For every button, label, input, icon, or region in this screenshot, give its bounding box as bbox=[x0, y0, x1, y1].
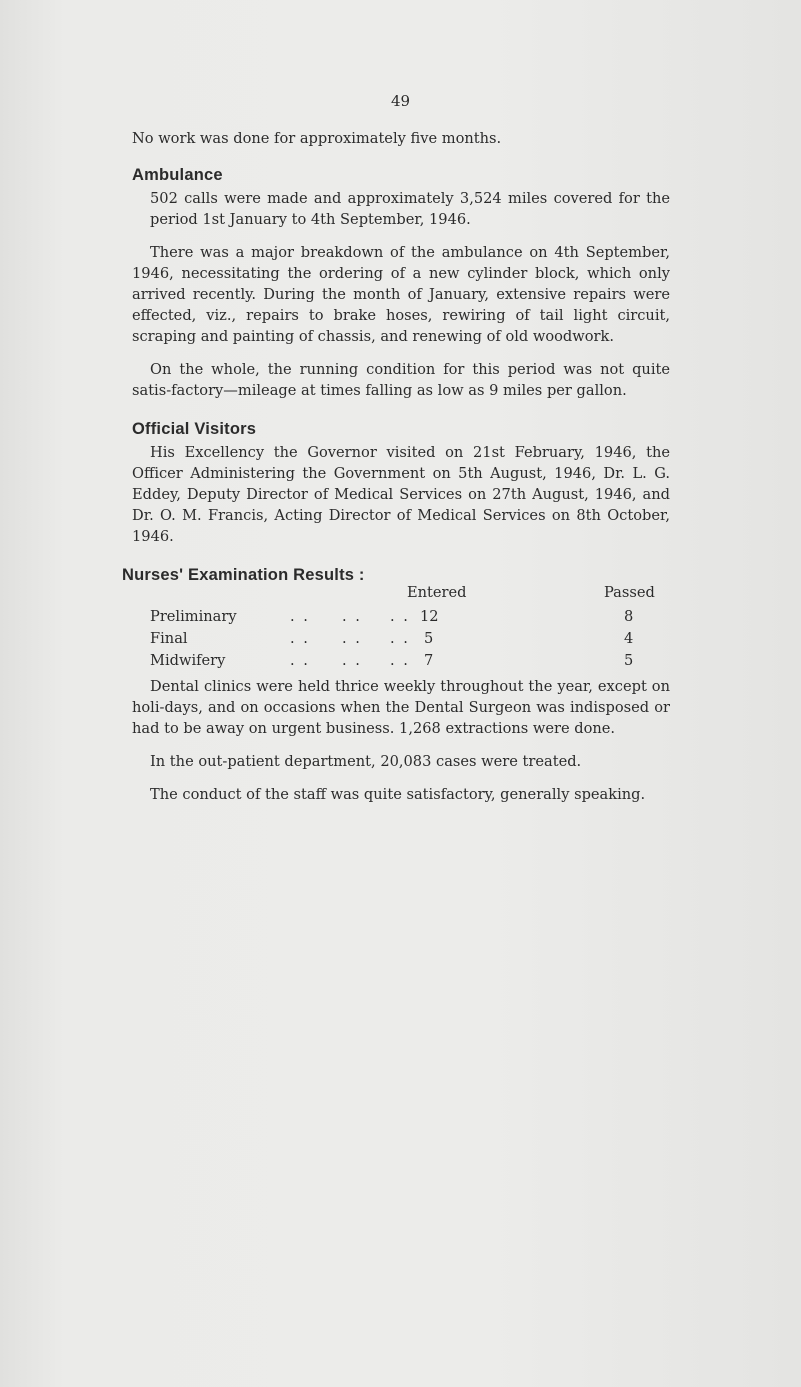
dot-leader: . . bbox=[290, 608, 310, 625]
official-visitors-heading: Official Visitors bbox=[132, 420, 257, 438]
column-header-passed: Passed bbox=[604, 584, 655, 601]
entered-midwifery: 7 bbox=[424, 652, 434, 669]
ambulance-heading: Ambulance bbox=[132, 166, 223, 184]
dot-leader: . . bbox=[342, 608, 362, 625]
dot-leader: . . bbox=[290, 630, 310, 647]
dot-leader: . . bbox=[390, 608, 410, 625]
page-body bbox=[122, 128, 670, 805]
entered-preliminary: 12 bbox=[420, 608, 439, 625]
ambulance-paragraph-2: There was a major breakdown of the ambulance on 4th September, 1946, necessitating the ordering of a new cylinder block, which only arrived recently. During the month of January, extensive repairs were effected, viz., repairs to brake hoses, rewiring of tail light circuit, scraping and painting of chassis, and renewing of old woodwork. bbox=[132, 244, 670, 345]
passed-midwifery: 5 bbox=[624, 652, 634, 669]
dot-leader: . . bbox=[290, 652, 310, 669]
row-label-preliminary: Preliminary bbox=[150, 608, 237, 625]
ambulance-paragraph-3: On the whole, the running condition for this period was not quite satis-factory—mileage at times falling as low as 9 miles per gallon. bbox=[132, 361, 670, 399]
examination-results-table bbox=[132, 586, 670, 672]
passed-final: 4 bbox=[624, 630, 634, 647]
nurses-examination-heading: Nurses' Examination Results : bbox=[122, 566, 365, 584]
dot-leader: . . bbox=[342, 652, 362, 669]
staff-conduct-paragraph: The conduct of the staff was quite satisfactory, generally speaking. bbox=[150, 786, 646, 803]
intro-text: No work was done for approximately five months. bbox=[132, 130, 502, 147]
page-number: 49 bbox=[390, 92, 411, 110]
passed-preliminary: 8 bbox=[624, 608, 634, 625]
row-label-final: Final bbox=[150, 630, 188, 647]
dot-leader: . . bbox=[390, 630, 410, 647]
official-visitors-paragraph: His Excellency the Governor visited on 21st February, 1946, the Officer Administering the Government on 5th August, 1946, Dr. L. G. Eddey, Deputy Director of Medical Services on 27th August, 1946, and Dr. O. M. Francis, Acting Director of Medical Services on 8th October, 1946. bbox=[132, 444, 670, 545]
dental-clinics-paragraph: Dental clinics were held thrice weekly throughout the year, except on holi-days, and on occasions when the Dental Surgeon was indisposed or had to be away on urgent business. 1,268 extractions were done. bbox=[132, 678, 670, 737]
dot-leader: . . bbox=[342, 630, 362, 647]
dot-leader: . . bbox=[390, 652, 410, 669]
column-header-entered: Entered bbox=[407, 584, 467, 601]
out-patient-paragraph: In the out-patient department, 20,083 cases were treated. bbox=[150, 753, 582, 770]
ambulance-paragraph-1: 502 calls were made and approximately 3,524 miles covered for the period 1st January to 4th September, 1946. bbox=[150, 190, 670, 228]
entered-final: 5 bbox=[424, 630, 434, 647]
row-label-midwifery: Midwifery bbox=[150, 652, 226, 669]
